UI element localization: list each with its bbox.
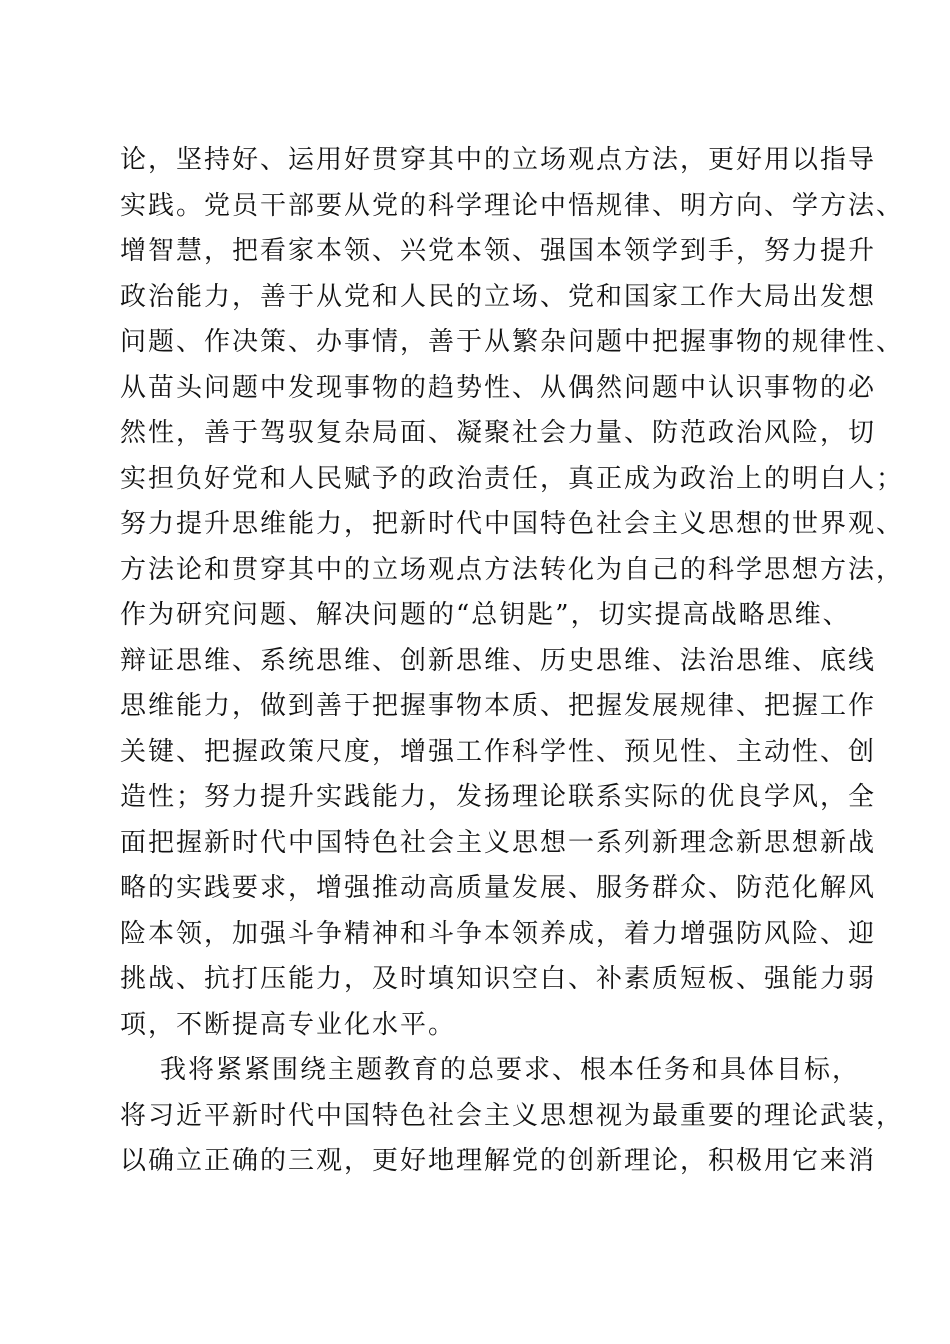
- text-line: 然性，善于驾驭复杂局面、凝聚社会力量、防范政治风险，切: [120, 418, 877, 448]
- text-line: 政治能力，善于从党和人民的立场、党和国家工作大局出发想: [120, 281, 877, 312]
- text-line: 问题、作决策、办事情，善于从繁杂问题中把握事物的规律性、: [120, 327, 905, 357]
- text-line: 实担负好党和人民赋予的政治责任，真正成为政治上的明白人；: [120, 463, 905, 494]
- text-line: 险本领，加强斗争精神和斗争本领养成，着力增强防风险、迎: [120, 918, 877, 949]
- text-line: 我将紧紧围绕主题教育的总要求、根本任务和具体目标，: [160, 1055, 861, 1085]
- body-text: [120, 138, 905, 1185]
- text-line: 造性；努力提升实践能力，发扬理论联系实际的优良学风，全: [120, 782, 877, 812]
- text-line: 从苗头问题中发现事物的趋势性、从偶然问题中认识事物的必: [120, 372, 877, 403]
- text-line: 实践。党员干部要从党的科学理论中悟规律、明方向、学方法、: [120, 190, 905, 221]
- text-line: 面把握新时代中国特色社会主义思想一系列新理念新思想新战: [120, 827, 877, 858]
- text-line: 作为研究问题、解决问题的“总钥匙”，切实提高战略思维、: [120, 600, 851, 630]
- text-line: 辩证思维、系统思维、创新思维、历史思维、法治思维、底线: [120, 645, 877, 676]
- text-line: 努力提升思维能力，把新时代中国特色社会主义思想的世界观、: [120, 509, 905, 539]
- text-line: 增智慧，把看家本领、兴党本领、强国本领学到手，努力提升: [120, 236, 877, 266]
- text-line: 略的实践要求，增强推动高质量发展、服务群众、防范化解风: [120, 873, 877, 903]
- text-line: 论，坚持好、运用好贯穿其中的立场观点方法，更好用以指导: [120, 145, 877, 175]
- text-line: 关键、把握政策尺度，增强工作科学性、预见性、主动性、创: [120, 736, 877, 767]
- text-line: 将习近平新时代中国特色社会主义思想视为最重要的理论武装，: [120, 1100, 905, 1131]
- text-line: 思维能力，做到善于把握事物本质、把握发展规律、把握工作: [120, 691, 877, 721]
- text-line: 以确立正确的三观，更好地理解党的创新理论，积极用它来消: [120, 1146, 877, 1176]
- text-line: 项，不断提高专业化水平。: [120, 1009, 457, 1040]
- text-line: 挑战、抗打压能力，及时填知识空白、补素质短板、强能力弱: [120, 964, 877, 994]
- text-line: 方法论和贯穿其中的立场观点方法转化为自己的科学思想方法，: [120, 554, 905, 585]
